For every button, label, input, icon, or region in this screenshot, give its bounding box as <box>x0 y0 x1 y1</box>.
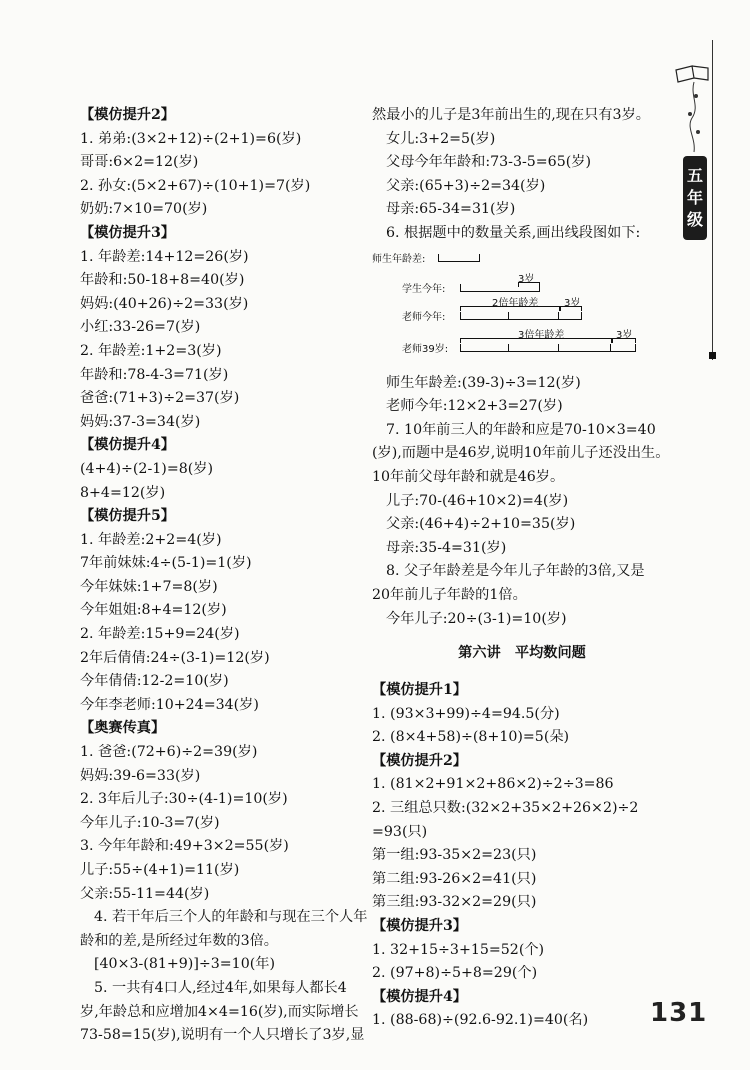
text-line: 【模仿提升4】 <box>372 988 467 1005</box>
text-line: (岁),而题中是46岁,说明10年前儿子还没出生。 <box>372 445 670 462</box>
line-segment-figure <box>372 248 672 364</box>
text-line: 1. 弟弟:(3×2+12)÷(2+1)=6(岁) <box>80 130 302 147</box>
grade-tab <box>683 156 707 240</box>
text-line: 女儿:3+2=5(岁) <box>386 130 496 147</box>
text-line: 儿子:70-(46+10×2)=4(岁) <box>386 492 569 509</box>
text-line: 【模仿提升2】 <box>372 752 467 769</box>
text-line: 【奥赛传真】 <box>80 720 166 737</box>
grade-char: 五 <box>686 166 703 185</box>
right-top-lines <box>372 104 672 246</box>
text-line: 8+4=12(岁) <box>80 484 166 501</box>
row3-segment <box>460 312 582 320</box>
text-line: (4+4)÷(2-1)=8(岁) <box>80 460 213 477</box>
text-line: 1. 年龄差:2+2=4(岁) <box>80 531 222 548</box>
row3-note: 3岁 <box>564 297 581 309</box>
text-line: 7年前妹妹:4÷(5-1)=1(岁) <box>80 555 252 572</box>
text-line: 第三组:93-32×2=29(只) <box>372 894 537 911</box>
text-line: 2. 三组总只数:(32×2+35×2+26×2)÷2 <box>372 800 639 817</box>
row2-note: 3岁 <box>518 273 535 285</box>
text-line: 龄和的差,是所经过年数的3倍。 <box>80 932 278 949</box>
text-line: 第二组:93-26×2=41(只) <box>372 870 537 887</box>
text-line: 1. (88-68)÷(92.6-92.1)=40(名) <box>372 1012 589 1029</box>
text-line: 【模仿提升2】 <box>80 107 175 123</box>
page-number: 131 <box>650 998 708 1028</box>
text-line: 妈妈:37-3=34(岁) <box>80 413 201 430</box>
text-line: 4. 若干年后三个人的年龄和与现在三个人年 <box>94 909 368 926</box>
text-line: 今年儿子:20÷(3-1)=10(岁) <box>386 610 567 627</box>
row2-segment <box>460 284 540 292</box>
text-line: 2年后倩倩:24÷(3-1)=12(岁) <box>80 649 270 666</box>
text-line: 父亲:55-11=44(岁) <box>80 885 210 902</box>
text-line: 1. 32+15÷3+15=52(个) <box>372 941 545 958</box>
text-line: 2. 3年后儿子:30÷(4-1)=10(岁) <box>80 791 288 808</box>
text-line: 2. 年龄差:1+2=3(岁) <box>80 342 222 359</box>
text-line: 儿子:55÷(4+1)=11(岁) <box>80 862 240 878</box>
text-line: 岁,年龄总和应增加4×4=16(岁),而实际增长 <box>80 1003 359 1020</box>
text-line: 1. 年龄差:14+12=26(岁) <box>80 248 249 265</box>
side-dot <box>709 352 716 359</box>
text-line: 10年前父母年龄和就是46岁。 <box>372 468 565 485</box>
section-title: 第六讲 平均数问题 <box>458 645 586 662</box>
row4-tick <box>508 344 509 352</box>
text-line: 今年姐姐:8+4=12(岁) <box>80 602 227 619</box>
row4-brace-b <box>612 338 636 343</box>
row4-tick <box>558 344 559 352</box>
row4-label: 老师39岁: <box>402 343 449 355</box>
text-line: 师生年龄差:(39-3)÷3=12(岁) <box>386 374 581 391</box>
row3-mid: 2倍年龄差 <box>492 297 539 309</box>
text-line: 20年前儿子年龄的1倍。 <box>372 586 527 603</box>
text-line: 今年妹妹:1+7=8(岁) <box>80 578 218 595</box>
row1-segment <box>438 254 480 262</box>
left-column <box>80 104 368 1048</box>
row3-tick <box>558 312 559 320</box>
text-line: 7. 10年前三人的年龄和应是70-10×3=40 <box>386 421 656 438</box>
text-line: 3. 今年年龄和:49+3×2=55(岁) <box>80 838 289 855</box>
right-bottom-lines <box>372 679 672 1033</box>
text-line: 1. (93×3+99)÷4=94.5(分) <box>372 705 560 722</box>
text-line: 今年儿子:10-3=7(岁) <box>80 814 220 831</box>
text-line: 【模仿提升5】 <box>80 508 175 525</box>
text-line: 【模仿提升1】 <box>372 682 467 699</box>
text-line: 妈妈:(40+26)÷2=33(岁) <box>80 295 249 312</box>
text-line: 妈妈:39-6=33(岁) <box>80 767 201 784</box>
row3-label: 老师今年: <box>402 311 446 323</box>
text-line: 母亲:65-34=31(岁) <box>386 201 516 218</box>
text-line: 8. 父子年龄差是今年儿子年龄的3倍,又是 <box>386 563 645 580</box>
row1-label: 师生年龄差: <box>372 253 426 265</box>
text-line: 爸爸:(71+3)÷2=37(岁) <box>80 390 240 407</box>
text-line: 老师今年:12×2+3=27(岁) <box>386 398 563 415</box>
text-line: 小红:33-26=7(岁) <box>80 319 201 336</box>
text-line: [40×3-(81+9)]÷3=10(年) <box>94 956 275 973</box>
text-line: 2. (97+8)÷5+8=29(个) <box>372 965 538 982</box>
text-line: 【模仿提升3】 <box>372 918 467 935</box>
row4-tick <box>610 344 611 352</box>
grade-char: 年 <box>686 188 703 207</box>
text-line: 父母今年年龄和:73-3-5=65(岁) <box>386 154 591 171</box>
text-line: 1. 爸爸:(72+6)÷2=39(岁) <box>80 744 258 761</box>
text-line: 然最小的儿子是3年前出生的,现在只有3岁。 <box>372 107 650 123</box>
text-line: 2. 年龄差:15+9=24(岁) <box>80 626 240 643</box>
row3-brace-a <box>460 306 560 311</box>
text-line: 2. 孙女:(5×2+67)÷(10+1)=7(岁) <box>80 177 311 194</box>
text-line: 年龄和:78-4-3=71(岁) <box>80 366 229 383</box>
side-rule <box>712 40 713 360</box>
text-line: 1. (81×2+91×2+86×2)÷2÷3=86 <box>372 776 614 793</box>
text-line: 【模仿提升3】 <box>80 224 175 241</box>
row2-label: 学生今年: <box>402 283 446 295</box>
text-line: 5. 一共有4口人,经过4年,如果每人都长4 <box>94 979 347 996</box>
row4-note: 3岁 <box>616 329 633 341</box>
text-line: 2. (8×4+58)÷(8+10)=5(朵) <box>372 729 570 746</box>
row3-brace-b <box>560 306 582 311</box>
row3-tick <box>508 312 509 320</box>
text-line: 母亲:35-4=31(岁) <box>386 539 507 556</box>
text-line: 6. 根据题中的数量关系,画出线段图如下: <box>386 224 641 241</box>
text-line: 奶奶:7×10=70(岁) <box>80 201 208 218</box>
row4-mid: 3倍年龄差 <box>518 329 565 341</box>
text-line: 今年倩倩:12-2=10(岁) <box>80 673 229 690</box>
grade-char: 级 <box>686 210 703 229</box>
text-line: 73-58=15(岁),说明有一个人只增长了3岁,显 <box>80 1027 365 1044</box>
text-line: 哥哥:6×2=12(岁) <box>80 154 199 171</box>
text-line: 【模仿提升4】 <box>80 437 175 454</box>
row4-brace-a <box>460 338 612 343</box>
text-line: 第一组:93-35×2=23(只) <box>372 847 537 864</box>
text-line: 年龄和:50-18+8=40(岁) <box>80 272 245 289</box>
right-column <box>372 104 672 1033</box>
text-line: =93(只) <box>372 823 428 840</box>
right-mid-lines <box>372 372 672 632</box>
text-line: 父亲:(46+4)÷2+10=35(岁) <box>386 516 576 533</box>
text-line: 今年李老师:10+24=34(岁) <box>80 696 259 713</box>
text-line: 父亲:(65+3)÷2=34(岁) <box>386 177 546 194</box>
